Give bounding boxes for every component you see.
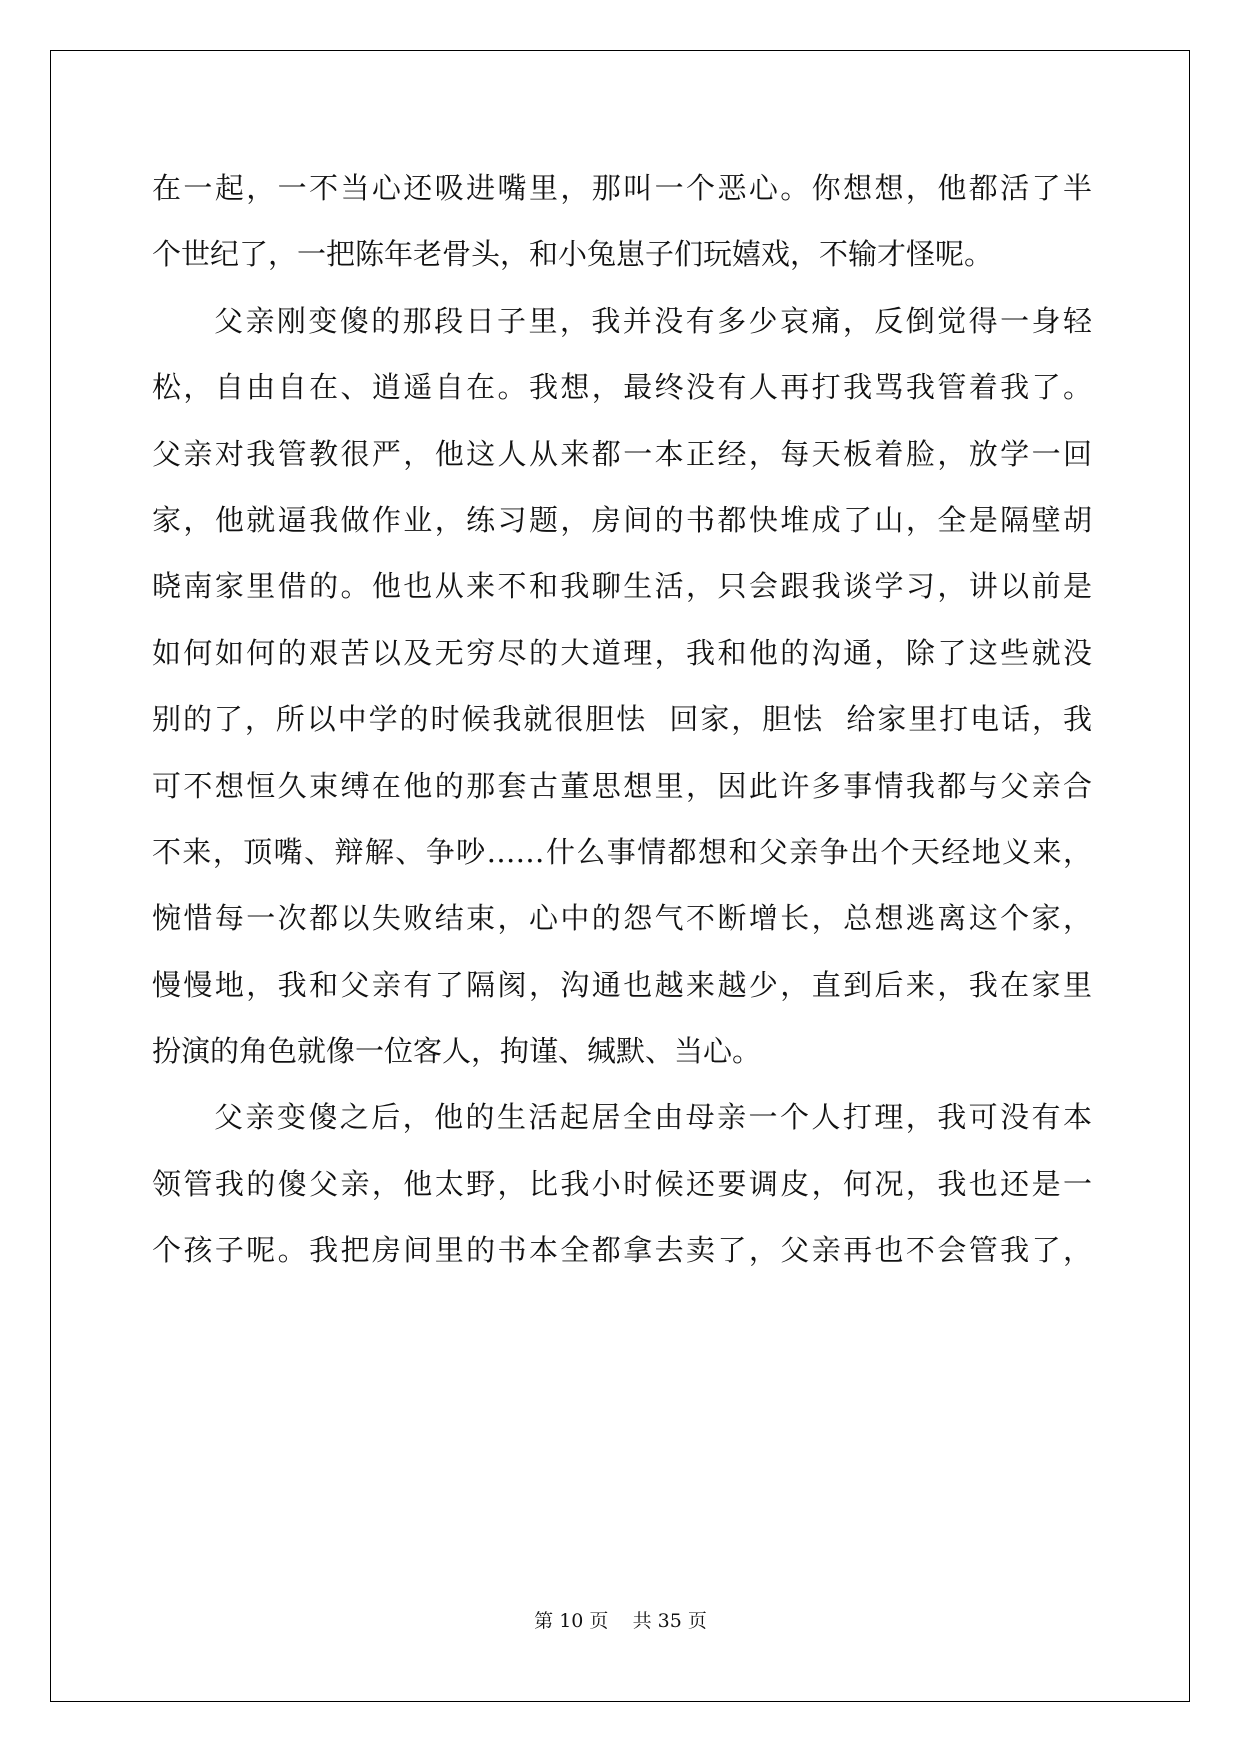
text-line: 别的了，所以中学的时候我就很胆怯 回家，胆怯 给家里打电话，我	[152, 702, 1092, 737]
text-line: 领管我的傻父亲，他太野，比我小时候还要调皮，何况，我也还是一	[152, 1166, 1092, 1201]
text-line: 如何如何的艰苦以及无穷尽的大道理，我和他的沟通，除了这些就没	[152, 635, 1092, 670]
text-line: 家，他就逼我做作业，练习题，房间的书都快堆成了山，全是隔壁胡	[152, 502, 1092, 537]
text-line: 晓南家里借的。他也从来不和我聊生活，只会跟我谈学习，讲以前是	[152, 569, 1092, 604]
text-line: 父亲刚变傻的那段日子里，我并没有多少哀痛，反倒觉得一身轻	[214, 303, 1092, 338]
text-line: 慢慢地，我和父亲有了隔阂，沟通也越来越少，直到后来，我在家里	[152, 967, 1092, 1002]
text-line: 松，自由自在、逍遥自在。我想，最终没有人再打我骂我管着我了。	[152, 370, 1092, 405]
document-body	[152, 155, 1092, 1284]
text-line: 父亲对我管教很严，他这人从来都一本正经，每天板着脸，放学一回	[152, 436, 1092, 471]
text-line: 在一起，一不当心还吸进嘴里，那叫一个恶心。你想想，他都活了半	[152, 171, 1092, 205]
text-line: 父亲变傻之后，他的生活起居全由母亲一个人打理，我可没有本	[214, 1100, 1092, 1135]
text-line: 扮演的角色就像一位客人，拘谨、缄默、当心。	[152, 1034, 762, 1069]
text-line: 个世纪了，一把陈年老骨头，和小兔崽子们玩嬉戏，不输才怪呢。	[152, 237, 994, 272]
text-line: 个孩子呢。我把房间里的书本全都拿去卖了，父亲再也不会管我了，	[152, 1233, 1092, 1268]
page-number: 第 10 页 共 35 页	[534, 1610, 707, 1632]
text-line: 不来，顶嘴、辩解、争吵……什么事情都想和父亲争出个天经地义来，	[152, 834, 1092, 869]
text-line: 惋惜每一次都以失败结束，心中的怨气不断增长，总想逃离这个家，	[152, 901, 1092, 936]
text-line: 可不想恒久束缚在他的那套古董思想里，因此许多事情我都与父亲合	[152, 768, 1092, 803]
